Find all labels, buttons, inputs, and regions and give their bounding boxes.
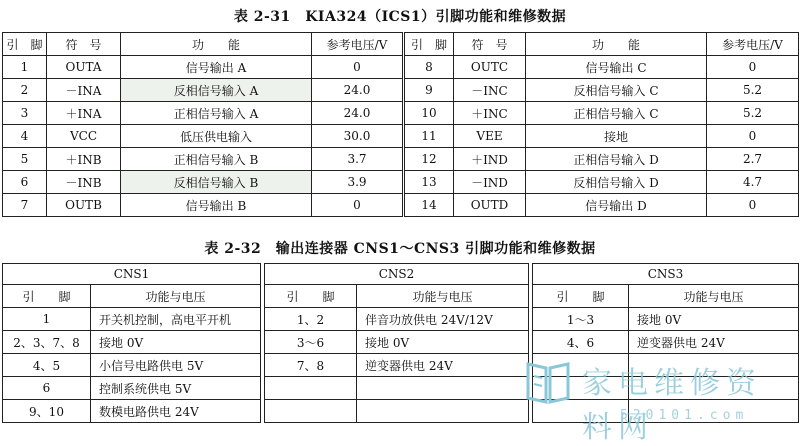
cell-function: 反相信号输入 B (121, 171, 312, 194)
cell-symbol: ＋INA (47, 102, 121, 125)
connector-name: CNS2 (265, 264, 529, 285)
cell-function-voltage: 逆变器供电 24V (629, 331, 799, 354)
header-symbol-right: 符 号 (454, 33, 526, 56)
table-row (3, 377, 261, 400)
cell-pin: 1 (3, 308, 91, 331)
cell-symbol: OUTA (47, 56, 121, 79)
site-watermark (520, 350, 790, 445)
cell-symbol-right: －IND (454, 171, 526, 194)
cell-function-voltage: 控制系统供电 5V (91, 377, 261, 400)
group-title-row (533, 264, 799, 285)
cell-pin: 2 (3, 79, 47, 102)
cell-pin-right: 13 (404, 171, 454, 194)
table-row (3, 102, 799, 125)
cell-voltage-right: 4.7 (707, 171, 799, 194)
cell-symbol-right: OUTC (454, 56, 526, 79)
header-function-voltage: 功能与电压 (629, 285, 799, 308)
cell-voltage-right: 0 (707, 125, 799, 148)
cell-pin-right: 9 (404, 79, 454, 102)
pin-function-table-kia324 (2, 32, 799, 217)
cell-function: 正相信号输入 B (121, 148, 312, 171)
cell-symbol: OUTB (47, 194, 121, 217)
cell-voltage: 24.0 (312, 102, 404, 125)
table-row (3, 400, 261, 423)
header-pin-right: 引 脚 (404, 33, 454, 56)
cell-pin: 6 (3, 171, 47, 194)
cell-pin: 3～6 (265, 331, 357, 354)
cell-function-voltage: 数模电路供电 24V (91, 400, 261, 423)
cell-pin (265, 400, 357, 423)
cell-function-right: 接地 (526, 125, 707, 148)
table-row (3, 56, 799, 79)
table1-caption: 表 2-31 KIA324（ICS1）引脚功能和维修数据 (233, 9, 567, 25)
cell-symbol-right: ＋INC (454, 102, 526, 125)
table-row (265, 331, 529, 354)
cell-voltage-right: 5.2 (707, 79, 799, 102)
header-pin: 引 脚 (3, 285, 91, 308)
table-row (3, 194, 799, 217)
cell-function-voltage: 接地 0V (629, 308, 799, 331)
header-function-voltage: 功能与电压 (357, 285, 529, 308)
cell-voltage-right: 0 (707, 56, 799, 79)
cell-pin: 5 (3, 148, 47, 171)
header-voltage: 参考电压/V (312, 33, 404, 56)
header-function: 功 能 (121, 33, 312, 56)
cell-voltage: 3.9 (312, 171, 404, 194)
header-pin: 引 脚 (265, 285, 357, 308)
header-function-voltage: 功能与电压 (91, 285, 261, 308)
cell-pin: 1～3 (533, 308, 629, 331)
group-header-row (533, 285, 799, 308)
cell-voltage: 30.0 (312, 125, 404, 148)
table-row (3, 354, 261, 377)
connector-table-cns1 (2, 263, 261, 423)
cell-voltage: 3.7 (312, 148, 404, 171)
table-row (3, 125, 799, 148)
cell-pin: 1、2 (265, 308, 357, 331)
cell-voltage-right: 5.2 (707, 102, 799, 125)
cell-symbol-right: OUTD (454, 194, 526, 217)
group-header-row (3, 285, 261, 308)
cell-pin: 3 (3, 102, 47, 125)
table-row (3, 148, 799, 171)
cell-symbol: －INA (47, 79, 121, 102)
book-logo-icon (524, 356, 572, 404)
cell-pin-right: 8 (404, 56, 454, 79)
header-pin: 引 脚 (3, 33, 47, 56)
cell-pin: 9、10 (3, 400, 91, 423)
cell-function-voltage: 接地 0V (91, 331, 261, 354)
cell-voltage: 0 (312, 194, 404, 217)
cell-function-right: 正相信号输入 C (526, 102, 707, 125)
cell-voltage: 24.0 (312, 79, 404, 102)
table1-header-row (3, 33, 799, 56)
cell-pin-right: 14 (404, 194, 454, 217)
cell-function-voltage (357, 400, 529, 423)
cell-function-voltage: 伴音功放供电 24V/12V (357, 308, 529, 331)
connector-table-cns2 (264, 263, 529, 423)
table-row (533, 308, 799, 331)
table-row (3, 331, 261, 354)
cell-voltage-right: 0 (707, 194, 799, 217)
cell-pin: 4 (3, 125, 47, 148)
cell-function: 正相信号输入 A (121, 102, 312, 125)
cell-function-voltage: 小信号电路供电 5V (91, 354, 261, 377)
cell-symbol-right: ＋IND (454, 148, 526, 171)
cell-function-right: 信号输出 C (526, 56, 707, 79)
table-row (265, 308, 529, 331)
cell-symbol: ＋INB (47, 148, 121, 171)
cell-function: 反相信号输入 A (121, 79, 312, 102)
cell-pin-right: 10 (404, 102, 454, 125)
cell-symbol-right: －INC (454, 79, 526, 102)
cell-pin-right: 11 (404, 125, 454, 148)
group-title-row (3, 264, 261, 285)
cell-function: 信号输出 A (121, 56, 312, 79)
group-title-row (265, 264, 529, 285)
cell-pin-right: 12 (404, 148, 454, 171)
header-symbol: 符 号 (47, 33, 121, 56)
table-row (3, 79, 799, 102)
cell-pin: 6 (3, 377, 91, 400)
cell-pin: 2、3、7、8 (3, 331, 91, 354)
cell-function-voltage: 开关机控制，高电平开机 (91, 308, 261, 331)
cell-function-right: 正相信号输入 D (526, 148, 707, 171)
cell-function-voltage: 接地 0V (357, 331, 529, 354)
header-pin: 引 脚 (533, 285, 629, 308)
cell-pin: 7 (3, 194, 47, 217)
group-header-row (265, 285, 529, 308)
cell-voltage-right: 2.7 (707, 148, 799, 171)
watermark-url: 520101.com (620, 408, 749, 423)
header-function-right: 功 能 (526, 33, 707, 56)
cell-voltage: 0 (312, 56, 404, 79)
header-voltage-right: 参考电压/V (707, 33, 799, 56)
cell-function: 信号输出 B (121, 194, 312, 217)
table-row (3, 171, 799, 194)
cell-symbol: －INB (47, 171, 121, 194)
table2-caption: 表 2-32 输出连接器 CNS1～CNS3 引脚功能和维修数据 (204, 241, 596, 257)
cell-symbol-right: VEE (454, 125, 526, 148)
cell-function-right: 反相信号输入 C (526, 79, 707, 102)
cell-pin: 4、5 (3, 354, 91, 377)
table-row (3, 308, 261, 331)
cell-pin: 7、8 (265, 354, 357, 377)
cell-pin: 4、6 (533, 331, 629, 354)
watermark-text: 家电维修资料网 (582, 366, 762, 445)
table-row (265, 377, 529, 400)
cell-pin: 1 (3, 56, 47, 79)
table-row (265, 354, 529, 377)
cell-function-right: 反相信号输入 D (526, 171, 707, 194)
cell-function: 低压供电输入 (121, 125, 312, 148)
table-row (265, 400, 529, 423)
cell-pin (265, 377, 357, 400)
cell-function-right: 信号输出 D (526, 194, 707, 217)
cell-function-voltage (357, 377, 529, 400)
connector-name: CNS3 (533, 264, 799, 285)
connector-name: CNS1 (3, 264, 261, 285)
cell-function-voltage: 逆变器供电 24V (357, 354, 529, 377)
cell-symbol: VCC (47, 125, 121, 148)
